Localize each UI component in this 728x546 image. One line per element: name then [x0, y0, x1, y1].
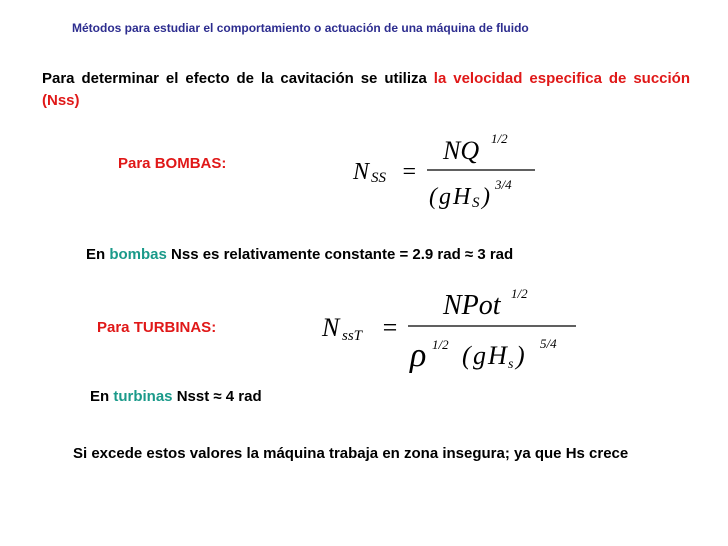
bombas-label: Para BOMBAS:	[118, 155, 227, 172]
turbinas-equals: =	[381, 313, 399, 342]
bombas-lhs-sub: SS	[371, 170, 386, 186]
turbinas-den-close: )	[516, 341, 525, 370]
turbinas-den-H: H	[488, 341, 507, 370]
intro-highlight: la velocidad especifica de succión (Nss)	[42, 70, 690, 109]
turbinas-note-prefix: En	[90, 388, 114, 405]
bombas-den-g: g	[439, 184, 451, 210]
turbinas-den-open: (	[462, 341, 471, 370]
turbinas-num-exponent: 1/2	[511, 286, 528, 301]
turbinas-lhs-sub: ssT	[342, 328, 363, 344]
bombas-num-exponent: 1/2	[491, 131, 508, 146]
intro-paragraph	[42, 68, 690, 112]
turbinas-note-word: turbinas	[113, 388, 173, 405]
bombas-den-close: )	[482, 184, 490, 210]
bombas-equals: =	[401, 159, 418, 185]
bombas-den-open: (	[429, 184, 437, 210]
bombas-den-exponent: 3/4	[495, 177, 512, 192]
turbinas-den-exponent: 5/4	[540, 336, 557, 351]
turbinas-label: Para TURBINAS:	[97, 319, 217, 336]
bombas-formula	[345, 118, 545, 218]
turbinas-note	[90, 388, 262, 405]
turbinas-note-rest: Nsst ≈ 4 rad	[172, 388, 262, 405]
closing-paragraph: Si excede estos valores la máquina trabaja en zona insegura; ya que Hs crece	[73, 445, 629, 462]
turbinas-den-g: g	[473, 341, 486, 370]
bombas-note-prefix: En	[86, 246, 110, 263]
bombas-den-sub: S	[472, 195, 480, 211]
bombas-note-rest: Nss es relativamente constante = 2.9 rad ≈ 3 rad	[166, 246, 514, 263]
turbinas-den-sub: s	[508, 357, 514, 372]
turbinas-formula	[318, 278, 588, 378]
turbinas-lhs-base: N	[322, 313, 340, 342]
bombas-note	[86, 246, 513, 263]
intro-text: Para determinar el efecto de la cavitación se utiliza	[42, 70, 434, 87]
turbinas-numerator: NPot	[443, 290, 501, 321]
turbinas-rho-exponent: 1/2	[432, 337, 449, 352]
turbinas-rho: ρ	[410, 337, 427, 374]
bombas-lhs-base: N	[353, 159, 370, 185]
bombas-numerator: NQ	[443, 136, 480, 165]
slide-title: Métodos para estudiar el comportamiento o actuación de una máquina de fluido	[72, 21, 529, 35]
bombas-den-H: H	[453, 184, 471, 210]
bombas-note-word: bombas	[109, 246, 167, 263]
